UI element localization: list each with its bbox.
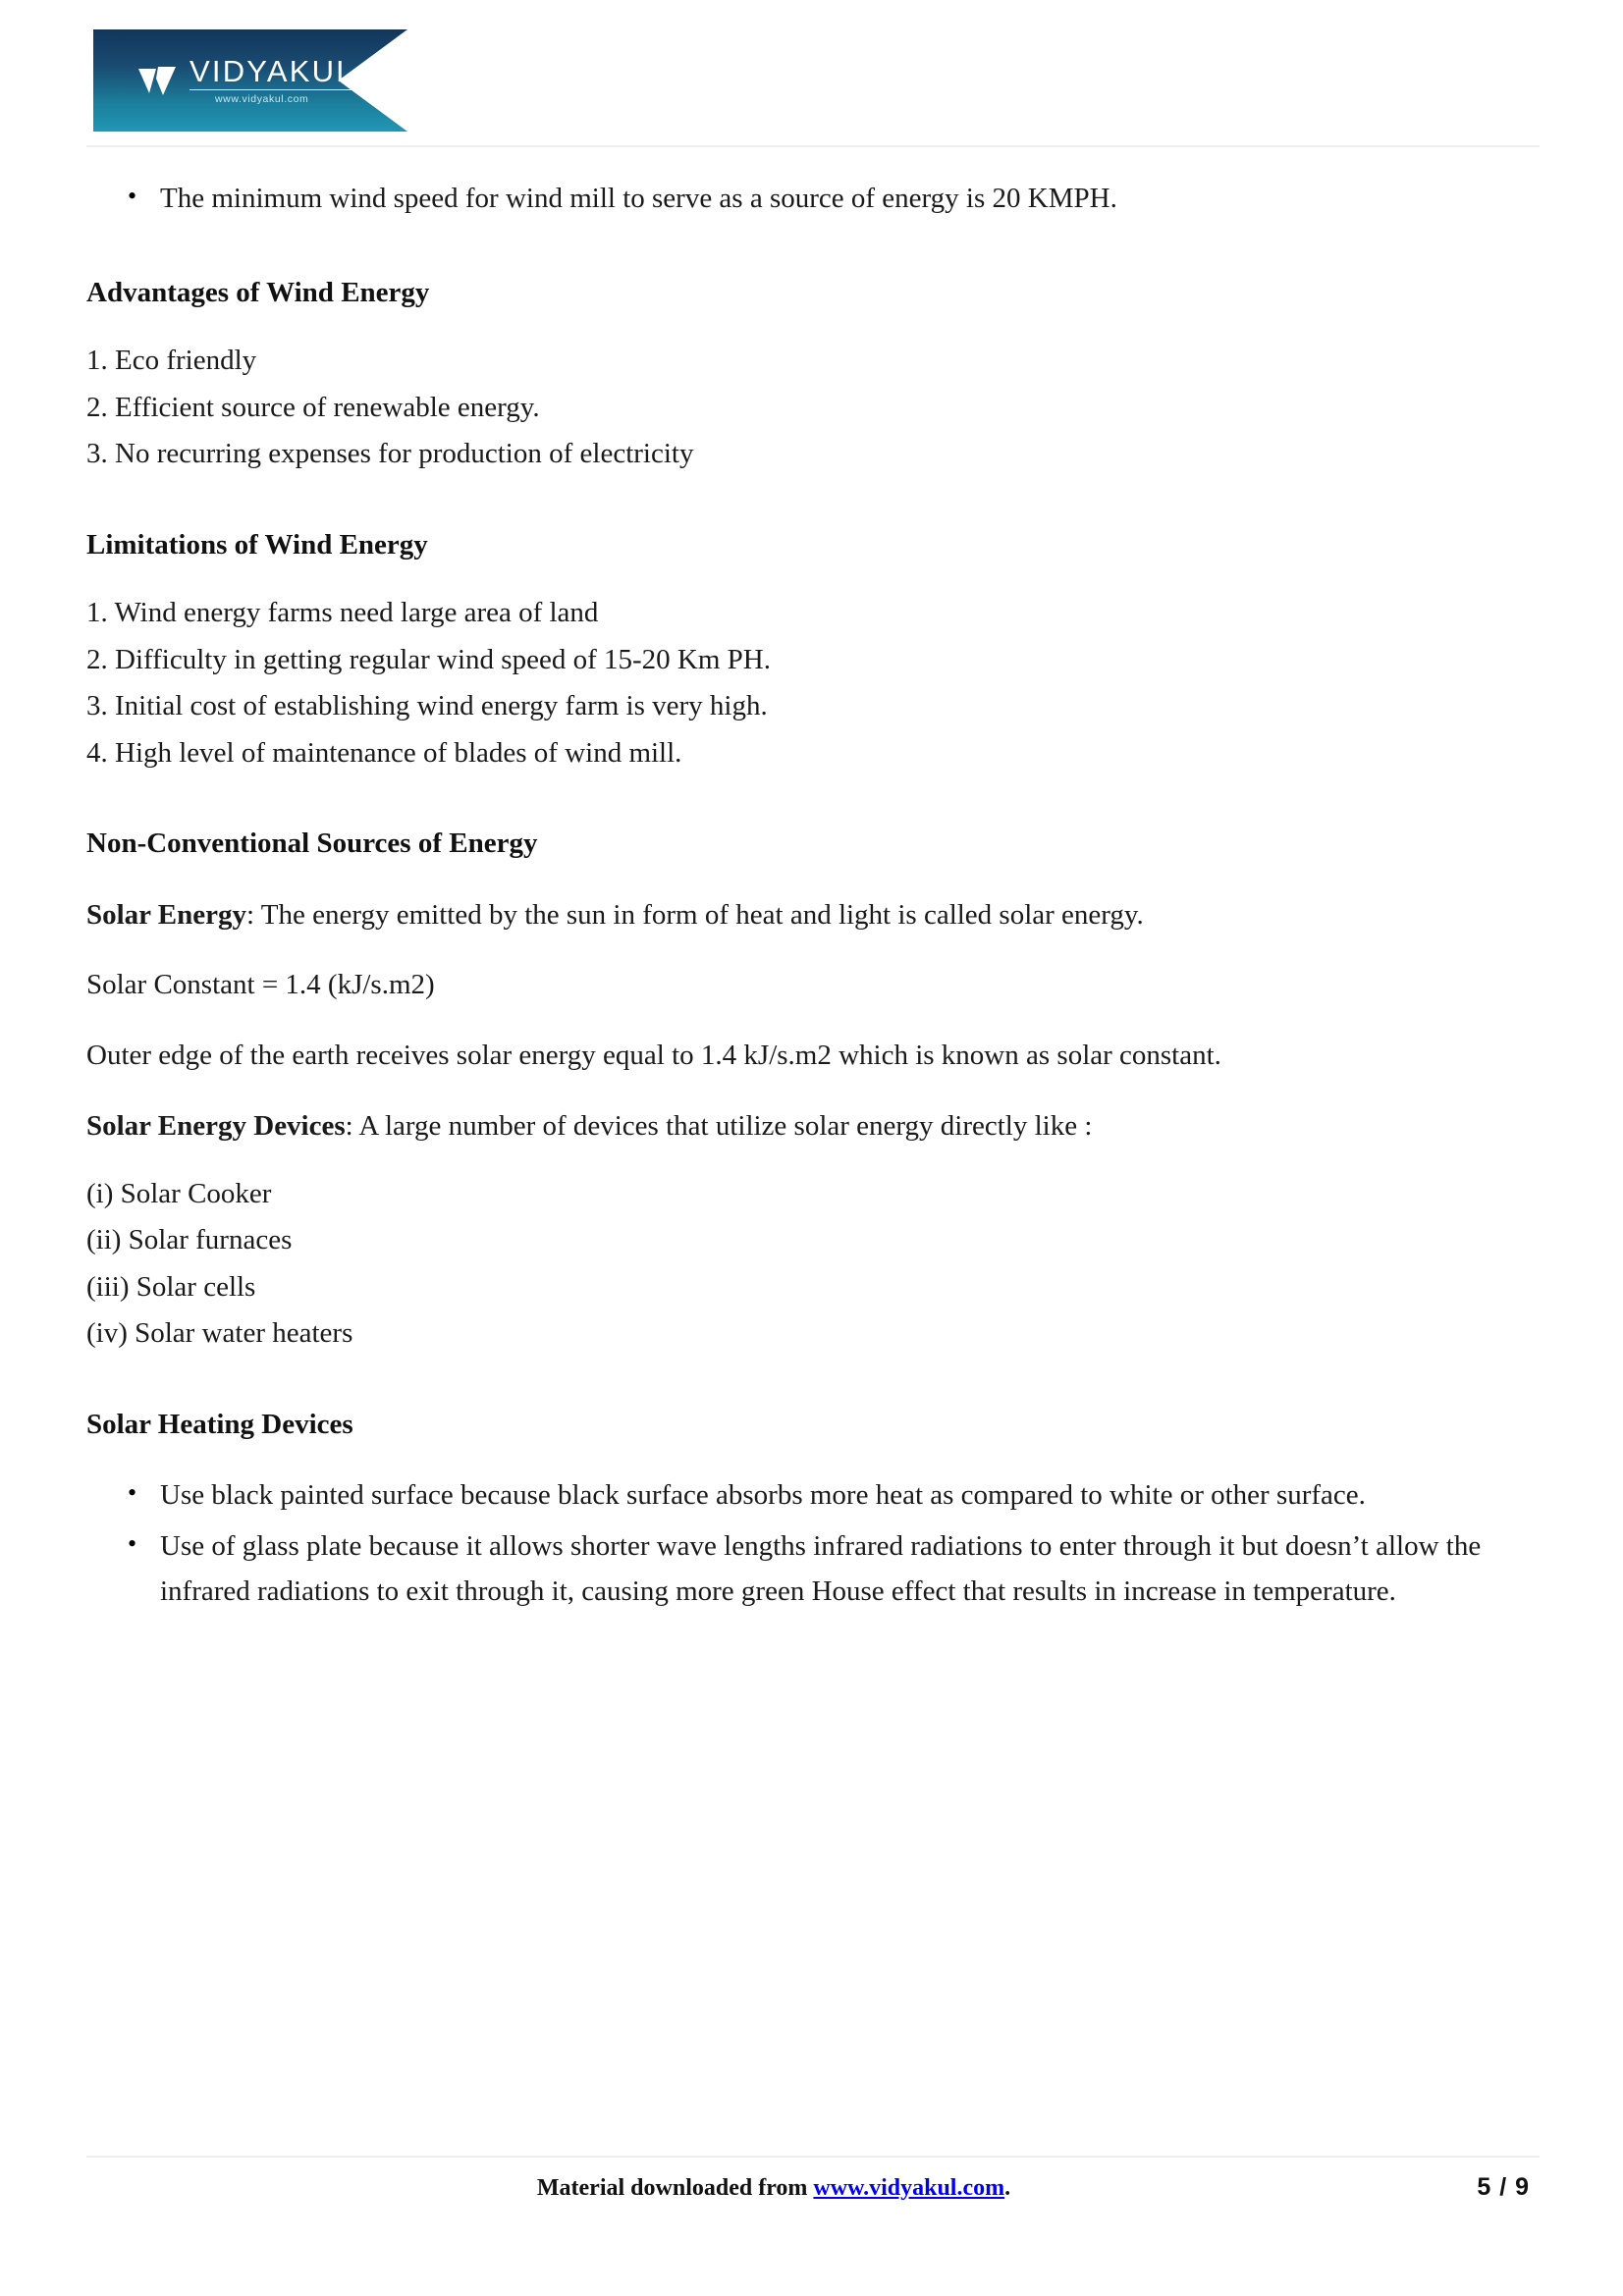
list-item: 1. Eco friendly (86, 345, 257, 377)
list-item: (iv) Solar water heaters (86, 1317, 353, 1350)
vidyakul-checkmark-icon (136, 63, 184, 98)
page-number: 5 / 9 (1477, 2173, 1530, 2201)
vidyakul-logo (93, 29, 407, 132)
list-item: (iii) Solar cells (86, 1270, 256, 1303)
list-item: 1. Wind energy farms need large area of land (86, 597, 599, 629)
definition-solar-energy-devices: : A large number of devices that utilize solar energy directly like : (345, 1110, 1093, 1143)
list-item: 2. Efficient source of renewable energy. (86, 391, 540, 423)
heading-solar-heating-devices: Solar Heating Devices (86, 1408, 353, 1440)
logo-wordmark: VIDYAKUL (189, 54, 355, 89)
page-header (0, 0, 1623, 145)
footer-divider (86, 2156, 1540, 2158)
paragraph-solar-energy (86, 893, 1540, 938)
limitations-list (86, 594, 1540, 773)
term-solar-energy: Solar Energy (86, 898, 246, 931)
heading-non-conventional: Non-Conventional Sources of Energy (86, 828, 538, 860)
definition-solar-energy: : The energy emitted by the sun in form of heat and light is called solar energy. (246, 898, 1144, 931)
document-body (86, 177, 1540, 1640)
logo-url-text: www.vidyakul.com (215, 93, 309, 106)
intro-bullet-list (86, 177, 1540, 222)
footer-prefix-text: Material downloaded from (536, 2175, 814, 2201)
list-item: (i) Solar Cooker (86, 1177, 272, 1209)
heading-advantages: Advantages of Wind Energy (86, 276, 430, 308)
list-item: • Use of glass plate because it allows shorter wave lengths infrared radiations to enter through it but doesn’t allow the infrared radiations to exit through it, causing more green House effect that results in increase in temperature. (86, 1524, 1540, 1615)
paragraph-solar-devices (86, 1104, 1540, 1149)
solar-devices-list (86, 1175, 1540, 1354)
list-item: (ii) Solar furnaces (86, 1224, 293, 1256)
footer-suffix-text: . (1004, 2175, 1011, 2201)
list-item: 2. Difficulty in getting regular wind speed of 15-20 Km PH. (86, 643, 771, 675)
vidyakul-website-link[interactable]: www.vidyakul.com (813, 2175, 1005, 2201)
list-item: 3. Initial cost of establishing wind energy farm is very high. (86, 690, 768, 722)
term-solar-energy-devices: Solar Energy Devices (86, 1110, 346, 1143)
advantages-list (86, 342, 1540, 473)
list-item: • The minimum wind speed for wind mill to serve as a source of energy is 20 KMPH. (86, 177, 1540, 222)
list-item: 4. High level of maintenance of blades of wind mill. (86, 736, 682, 769)
paragraph-solar-constant: Solar Constant = 1.4 (kJ/s.m2) (86, 969, 435, 1001)
list-item: 3. No recurring expenses for production of electricity (86, 438, 694, 470)
page-footer (86, 2165, 1540, 2224)
header-divider (86, 145, 1540, 147)
footer-attribution (86, 2175, 1461, 2202)
paragraph-solar-constant-explained: Outer edge of the earth receives solar energy equal to 1.4 kJ/s.m2 which is known as solar constant. (86, 1040, 1221, 1072)
solar-heating-bullet-list (86, 1473, 1540, 1614)
list-item: • Use black painted surface because black surface absorbs more heat as compared to white or other surface. (86, 1473, 1540, 1519)
heading-limitations: Limitations of Wind Energy (86, 528, 428, 561)
